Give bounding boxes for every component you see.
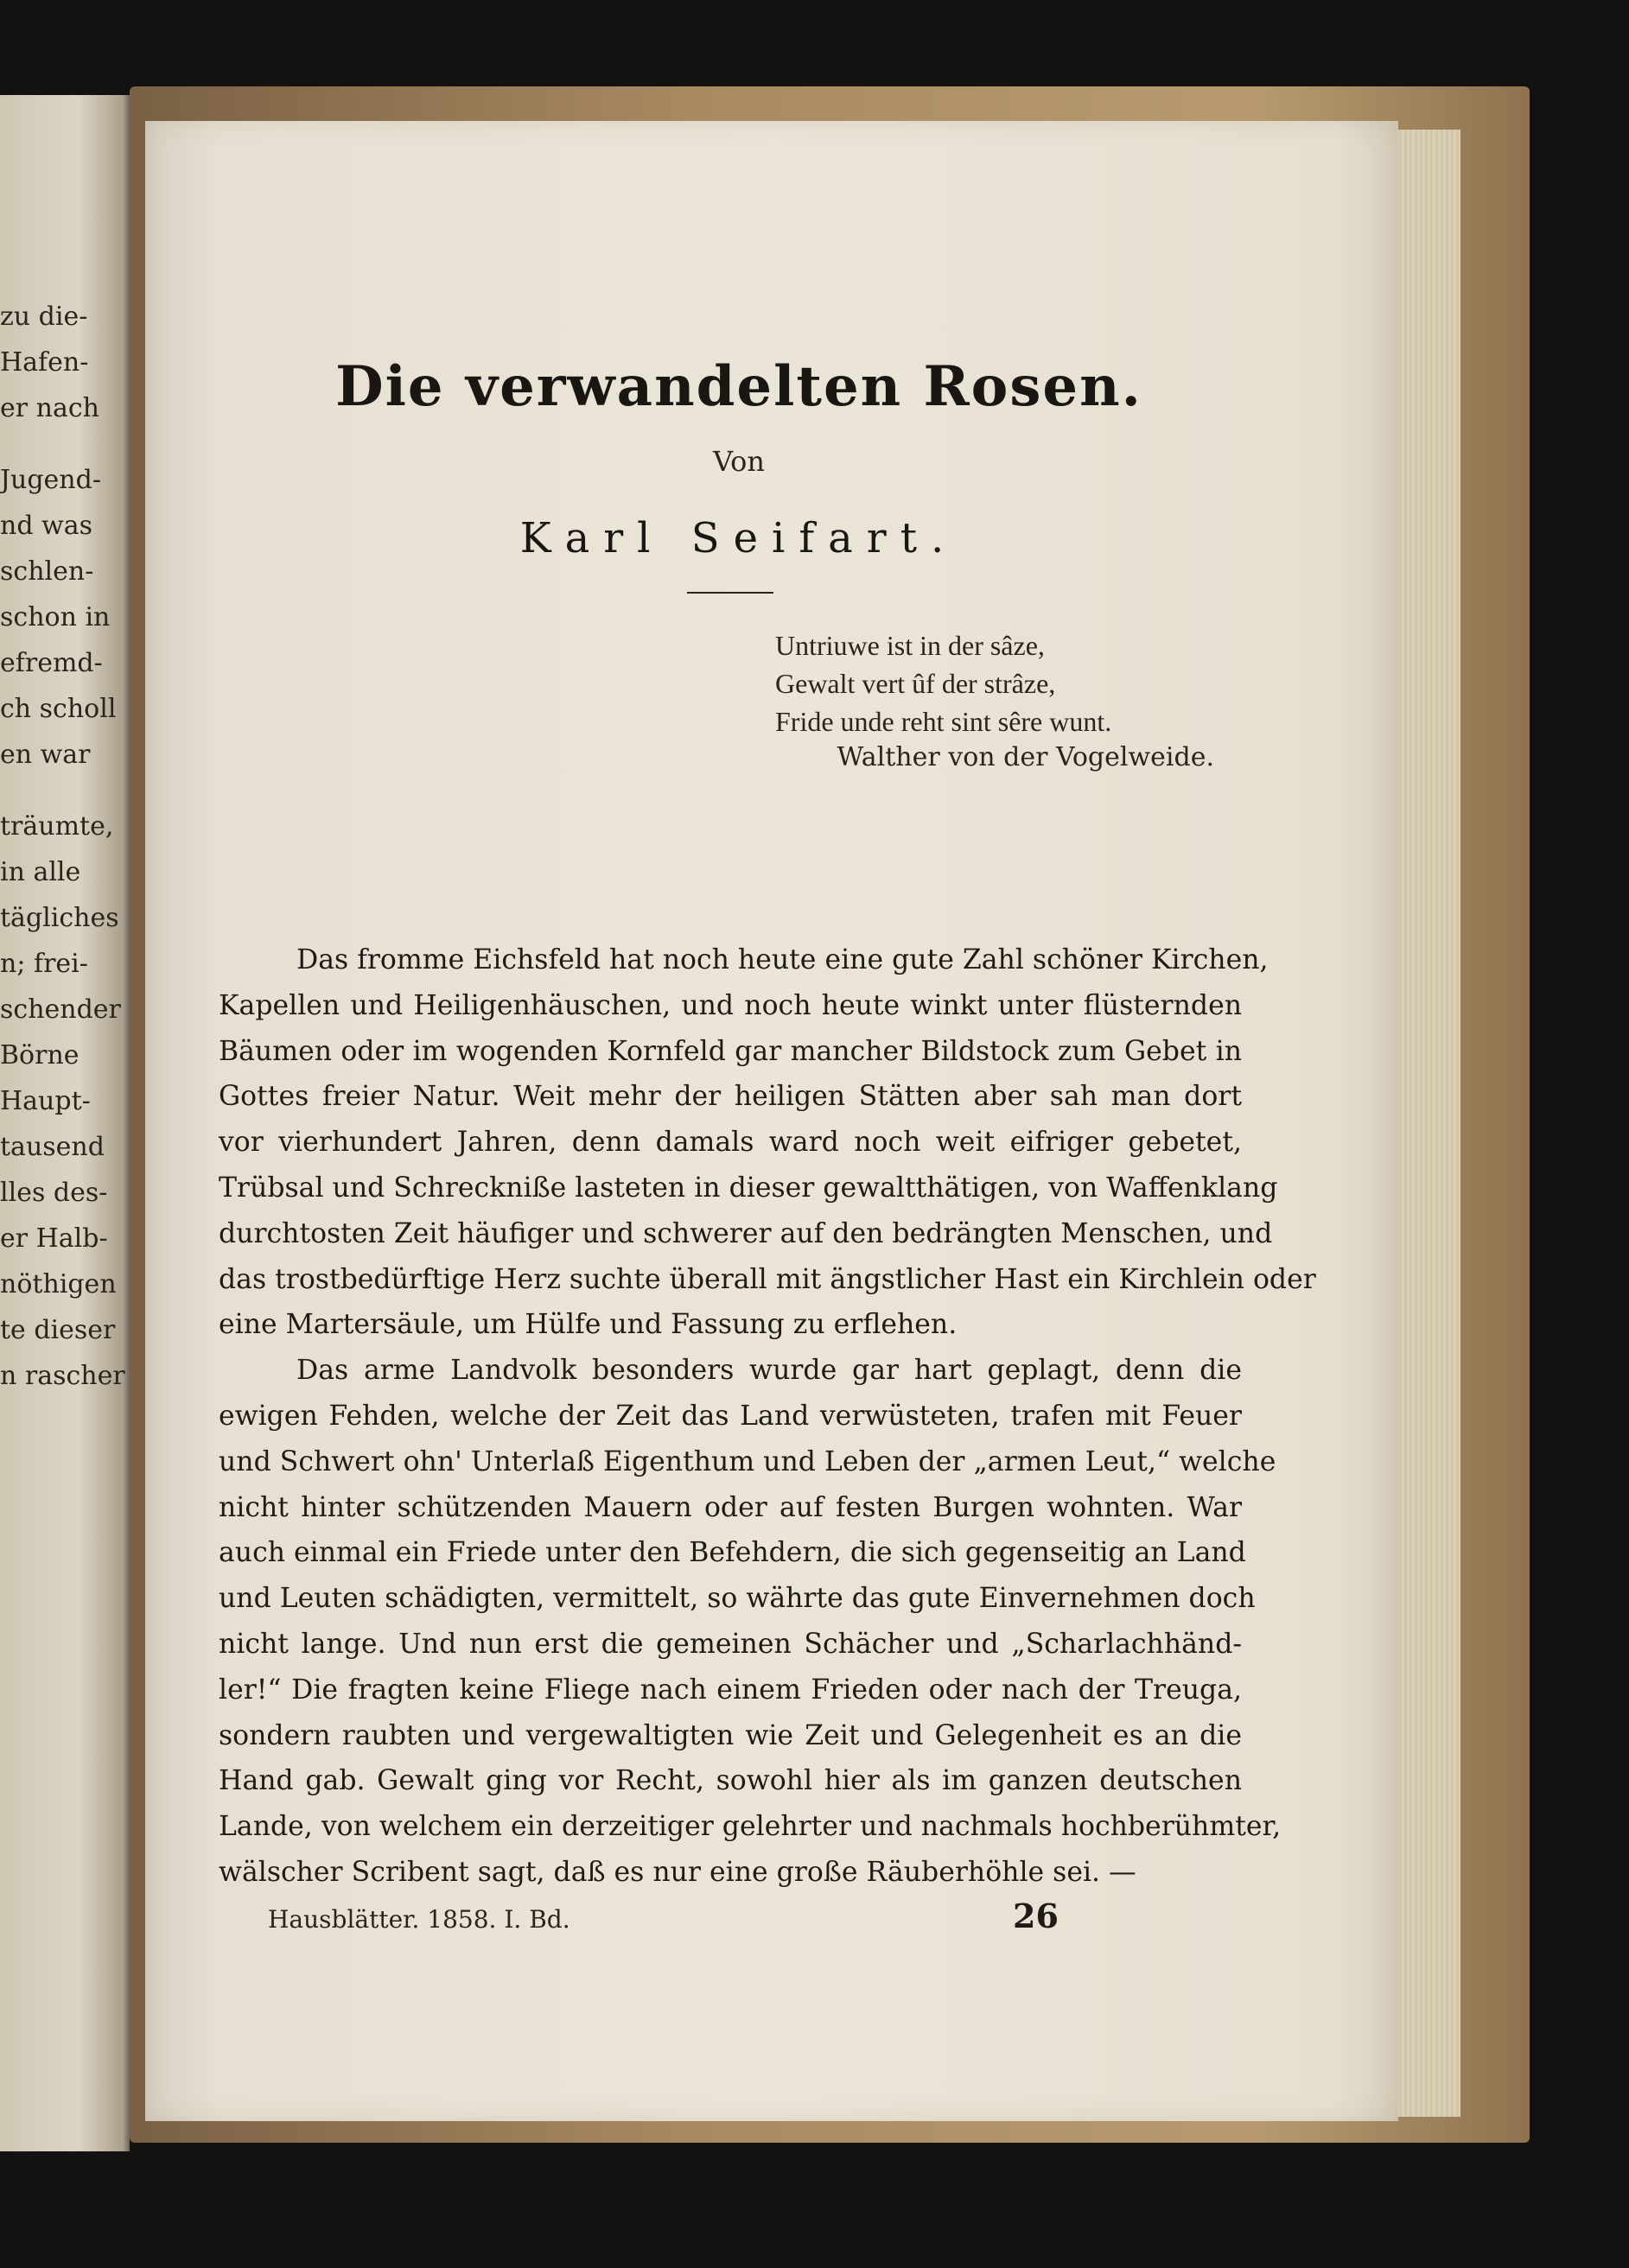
body-line: wälscher Scribent sagt, daß es nur eine große Räuberhöhle sei. — bbox=[219, 1856, 1136, 1888]
left-page-line-fragment: Haupt- bbox=[0, 1086, 91, 1116]
left-page-line-fragment: nd was bbox=[0, 511, 93, 541]
left-page-line-fragment: schlen- bbox=[0, 556, 94, 587]
byline-von: Von bbox=[712, 445, 766, 478]
left-page-line-fragment: n rascher bbox=[0, 1361, 125, 1391]
body-line: vor vierhundert Jahren, denn damals ward noch weit eifriger gebetet, bbox=[219, 1127, 1242, 1159]
signature-mark: 26 bbox=[1013, 1896, 1059, 1935]
left-page-line-fragment: zu die- bbox=[0, 302, 88, 332]
body-text bbox=[219, 937, 1316, 1896]
body-line: Lande, von welchem ein derzeitiger gelehrter und nachmals hochberühmter, bbox=[219, 1811, 1282, 1843]
left-page-line-fragment: in alle bbox=[0, 857, 81, 887]
body-line: ler!“ Die fragten keine Fliege nach einem Frieden oder nach der Treuga, bbox=[219, 1674, 1242, 1706]
article-title: Die verwandelten Rosen. bbox=[335, 354, 1142, 419]
motto-line: Gewalt vert ûf der strâze, bbox=[775, 668, 1056, 699]
body-line: durchtosten Zeit häufiger und schwerer auf den bedrängten Menschen, und bbox=[219, 1217, 1273, 1249]
motto-line: Fride unde reht sint sêre wunt. bbox=[775, 706, 1112, 737]
body-line: auch einmal ein Friede unter den Befehdern, die sich gegenseitig an Land bbox=[219, 1537, 1246, 1569]
left-page-line-fragment: tägliches bbox=[0, 903, 119, 933]
left-page-line-fragment: Jugend- bbox=[0, 465, 101, 495]
body-line: Trübsal und Schreckniße lasteten in dieser gewaltthätigen, von Waffenklang bbox=[219, 1172, 1278, 1204]
left-page-line-fragment: lles des- bbox=[0, 1178, 108, 1208]
body-line: Gottes freier Natur. Weit mehr der heiligen Stätten aber sah man dort bbox=[219, 1081, 1242, 1113]
body-line: nicht hinter schützenden Mauern oder auf festen Burgen wohnten. War bbox=[219, 1491, 1242, 1523]
left-page-line-fragment: n; frei- bbox=[0, 949, 88, 979]
left-page-line-fragment: schender bbox=[0, 994, 121, 1025]
left-page-line-fragment: er Halb- bbox=[0, 1223, 108, 1254]
body-line: Kapellen und Heiligenhäuschen, und noch heute winkt unter flüsternden bbox=[219, 989, 1242, 1021]
motto-attribution: Walther von der Vogelweide. bbox=[837, 742, 1214, 772]
left-page-line-fragment: te dieser bbox=[0, 1315, 116, 1345]
left-page-line-fragment: nöthigen bbox=[0, 1269, 117, 1299]
body-line: sondern raubten und vergewaltigten wie Zeit und Gelegenheit es an die bbox=[219, 1719, 1242, 1751]
motto-epigraph bbox=[775, 626, 1225, 777]
left-page-line-fragment: träumte, bbox=[0, 811, 114, 842]
left-page-line-fragment: en war bbox=[0, 740, 91, 770]
body-line: und Leuten schädigten, vermittelt, so währte das gute Einvernehmen doch bbox=[219, 1583, 1256, 1615]
journal-reference: Hausblätter. 1858. I. Bd. bbox=[268, 1905, 570, 1934]
body-line: Hand gab. Gewalt ging vor Recht, sowohl hier als im ganzen deutschen bbox=[219, 1765, 1242, 1797]
body-line: das trostbedürftige Herz suchte überall mit ängstlicher Hast ein Kirchlein oder bbox=[219, 1263, 1316, 1295]
left-page-line-fragment: schon in bbox=[0, 602, 111, 632]
left-page-line-fragment: ch scholl bbox=[0, 694, 117, 724]
left-page-line-fragment: efremd- bbox=[0, 648, 103, 678]
body-line: Das arme Landvolk besonders wurde gar hart geplagt, denn die bbox=[296, 1355, 1242, 1387]
left-page-line-fragment: Börne bbox=[0, 1040, 80, 1070]
motto-line: Untriuwe ist in der sâze, bbox=[775, 630, 1045, 661]
body-line: Das fromme Eichsfeld hat noch heute eine gute Zahl schöner Kirchen, bbox=[296, 944, 1269, 975]
left-page-line-fragment: er nach bbox=[0, 393, 99, 423]
title-divider bbox=[687, 592, 773, 594]
left-page-line-fragment: Hafen- bbox=[0, 347, 89, 378]
body-line: nicht lange. Und nun erst die gemeinen Schächer und „Scharlachhänd- bbox=[219, 1628, 1242, 1660]
left-page-line-fragment: tausend bbox=[0, 1132, 105, 1162]
body-line: eine Martersäule, um Hülfe und Fassung zu erflehen. bbox=[219, 1309, 958, 1341]
body-line: und Schwert ohn' Unterlaß Eigenthum und Leben der „armen Leut,“ welche bbox=[219, 1445, 1276, 1477]
author-name: Karl Seifart. bbox=[519, 514, 958, 562]
body-line: Bäumen oder im wogenden Kornfeld gar mancher Bildstock zum Gebet in bbox=[219, 1035, 1242, 1067]
body-line: ewigen Fehden, welche der Zeit das Land verwüsteten, trafen mit Feuer bbox=[219, 1400, 1242, 1432]
